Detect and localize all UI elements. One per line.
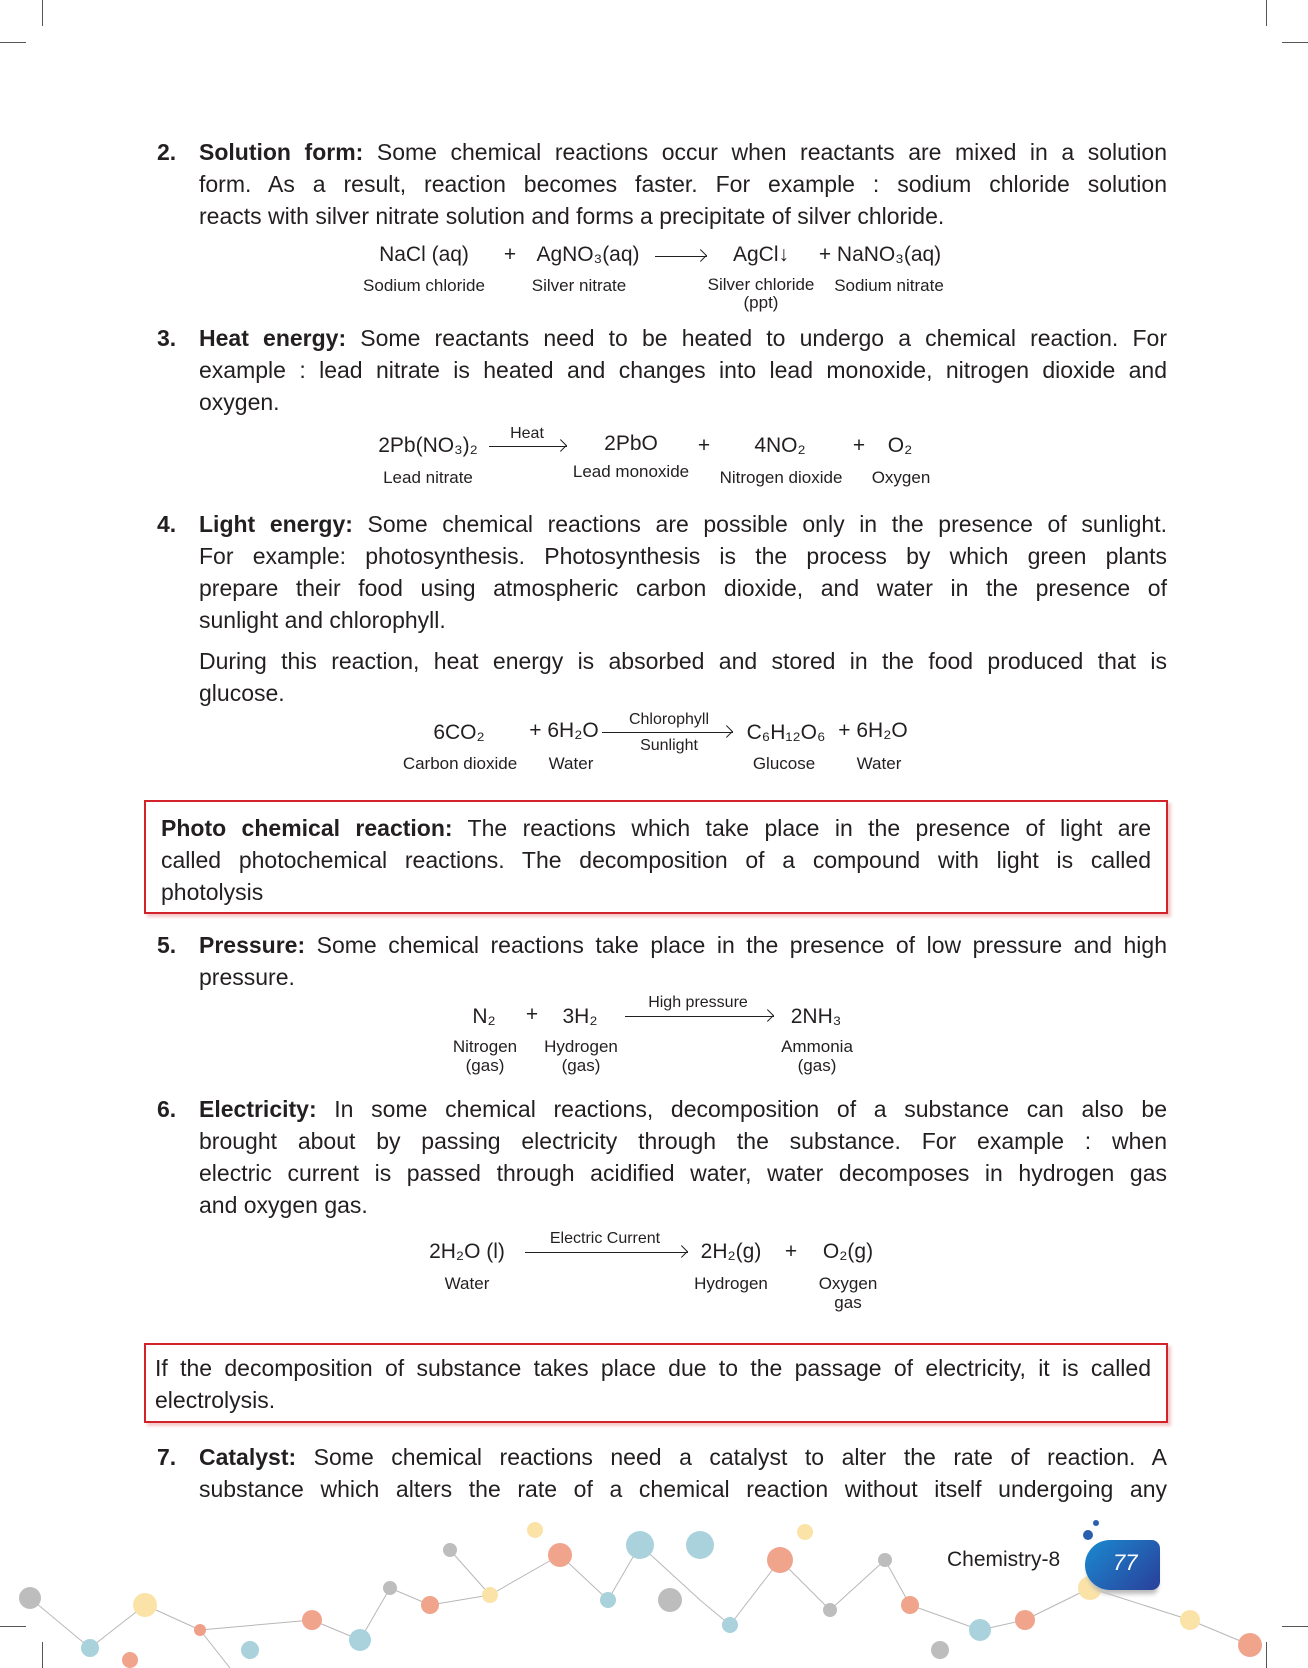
- label: Silver nitrate: [531, 276, 627, 295]
- arrow-icon: [489, 446, 567, 447]
- item-label: Heat energy:: [199, 325, 347, 351]
- label: (ppt): [743, 293, 779, 312]
- reactant: 2Pb(NO₃)₂: [378, 434, 478, 457]
- condition: High pressure: [648, 994, 748, 1011]
- item-text: substance which alters the rate of a chemical reaction without itself undergoing any: [199, 1476, 1167, 1502]
- label: gas: [834, 1293, 862, 1312]
- item-text: prepare their food using atmospheric carbon dioxide, and water in the presence of: [199, 575, 1167, 601]
- item-label: Electricity:: [199, 1096, 317, 1122]
- definition-box-electrolysis: [144, 1343, 1168, 1423]
- definition-text: If the decomposition of substance takes place due to the passage of electricity, it is called: [155, 1355, 1151, 1381]
- crop-mark: [0, 42, 26, 43]
- item-label: Pressure:: [199, 932, 306, 958]
- item-text: Some reactants need to be heated to undergo a chemical reaction. For: [346, 325, 1167, 351]
- condition: Electric Current: [549, 1230, 661, 1247]
- reactant: 6CO₂: [433, 721, 485, 744]
- plus-sign: +: [852, 434, 866, 457]
- item-text: sunlight and chlorophyll.: [199, 607, 446, 633]
- item-label: Catalyst:: [199, 1444, 297, 1470]
- label: Oxygen: [818, 1274, 878, 1293]
- definition-text: electrolysis.: [155, 1387, 276, 1413]
- label: Oxygen: [871, 468, 931, 487]
- item-text: electric current is passed through acidified water, water decomposes in hydrogen gas: [199, 1160, 1167, 1186]
- plus-sign: +: [784, 1240, 798, 1263]
- product: + NaNO₃(aq): [818, 243, 942, 266]
- plus-sign: +: [697, 434, 711, 457]
- label: Lead nitrate: [383, 468, 473, 487]
- label: Hydrogen: [544, 1037, 618, 1056]
- reactant: + 6H₂O: [529, 719, 599, 742]
- product: O₂: [887, 434, 913, 457]
- item-text: example : lead nitrate is heated and changes into lead monoxide, nitrogen dioxide and: [199, 357, 1167, 383]
- definition-text: photolysis: [161, 879, 264, 905]
- definition-text: The reactions which take place in the presence of light are: [452, 815, 1152, 841]
- arrow-icon: [655, 256, 707, 257]
- footer-book-title: Chemistry-8: [947, 1548, 1061, 1571]
- condition: Heat: [510, 425, 544, 442]
- definition-text: called photochemical reactions. The decomposition of a compound with light is called: [161, 847, 1151, 873]
- item-electricity: [157, 1093, 1167, 1221]
- condition: Sunlight: [640, 737, 698, 754]
- item-text: oxygen.: [199, 389, 280, 415]
- crop-mark: [1266, 0, 1267, 26]
- bubble-icon: [1093, 1520, 1099, 1526]
- product: 2NH₃: [790, 1005, 842, 1028]
- label: (gas): [561, 1056, 601, 1075]
- item-text: Some chemical reactions take place in the presence of low pressure and high: [305, 932, 1167, 958]
- label: (gas): [797, 1056, 837, 1075]
- item-text: brought about by passing electricity through the substance. For example : when: [199, 1128, 1167, 1154]
- item-number: 4.: [157, 511, 177, 537]
- label: Hydrogen: [694, 1274, 768, 1293]
- label: Water: [856, 754, 902, 773]
- crop-mark: [1282, 42, 1308, 43]
- item-number: 2.: [157, 139, 177, 165]
- product: 2PbO: [604, 432, 658, 455]
- item-label: Light energy:: [199, 511, 353, 537]
- label: Lead monoxide: [572, 462, 690, 481]
- item-label: Solution form:: [199, 139, 364, 165]
- item-number: 3.: [157, 325, 177, 351]
- item-text: form. As a result, reaction becomes faster. For example : sodium chloride solution: [199, 171, 1167, 197]
- arrow-icon: [525, 1252, 688, 1253]
- arrow-icon: [625, 1016, 774, 1017]
- plus-sign: +: [525, 1003, 539, 1026]
- crop-mark: [42, 0, 43, 26]
- reactant: 3H₂: [562, 1005, 598, 1028]
- page-number: 77: [1113, 1550, 1138, 1575]
- label: Ammonia: [781, 1037, 853, 1056]
- reactant: N₂: [472, 1005, 496, 1028]
- label: (gas): [465, 1056, 505, 1075]
- item-text: Some chemical reactions occur when reactants are mixed in a solution: [363, 139, 1167, 165]
- label: Nitrogen dioxide: [719, 468, 843, 487]
- item-solution-form: [157, 136, 1167, 232]
- item-text: For example: photosynthesis. Photosynthesis is the process by which green plants: [199, 543, 1167, 569]
- paragraph-text: glucose.: [199, 680, 285, 706]
- bubble-icon: [1083, 1530, 1093, 1540]
- product: 2H₂(g): [700, 1240, 762, 1263]
- label: Carbon dioxide: [402, 754, 518, 773]
- product: + 6H₂O: [838, 719, 908, 742]
- reactant: 2H₂O (l): [429, 1240, 505, 1263]
- product: O₂(g): [822, 1240, 874, 1263]
- product: AgCl↓: [732, 243, 790, 266]
- definition-label: Photo chemical reaction:: [161, 815, 453, 841]
- item-number: 7.: [157, 1444, 177, 1470]
- arrow-icon: [602, 732, 733, 733]
- item-light-energy: [157, 508, 1167, 636]
- label: Sodium nitrate: [834, 276, 944, 295]
- reactant: AgNO₃(aq): [536, 243, 640, 266]
- page-number-badge: [1085, 1540, 1160, 1590]
- item-text: Some chemical reactions are possible only in the presence of sunlight.: [352, 511, 1167, 537]
- light-paragraph: [199, 645, 1167, 709]
- label: Nitrogen: [452, 1037, 518, 1056]
- product: C₆H₁₂O₆: [746, 721, 826, 744]
- item-catalyst: [157, 1441, 1167, 1505]
- item-heat-energy: [157, 322, 1167, 418]
- label: Water: [548, 754, 594, 773]
- item-text: Some chemical reactions need a catalyst to alter the rate of reaction. A: [296, 1444, 1167, 1470]
- item-text: and oxygen gas.: [199, 1192, 368, 1218]
- reactant: NaCl (aq): [379, 243, 469, 266]
- item-text: pressure.: [199, 964, 295, 990]
- item-pressure: [157, 929, 1167, 993]
- plus-sign: +: [503, 243, 517, 266]
- item-number: 6.: [157, 1096, 177, 1122]
- label: Silver chloride: [707, 275, 815, 294]
- product: 4NO₂: [754, 434, 806, 457]
- definition-box-photochemical: [144, 800, 1168, 914]
- paragraph-text: During this reaction, heat energy is absorbed and stored in the food produced that is: [199, 648, 1167, 674]
- item-text: reacts with silver nitrate solution and forms a precipitate of silver chloride.: [199, 203, 945, 229]
- label: Sodium chloride: [363, 276, 485, 295]
- label: Water: [444, 1274, 490, 1293]
- item-number: 5.: [157, 932, 177, 958]
- item-text: In some chemical reactions, decomposition of a substance can also be: [316, 1096, 1167, 1122]
- label: Glucose: [752, 754, 816, 773]
- condition: Chlorophyll: [628, 711, 710, 728]
